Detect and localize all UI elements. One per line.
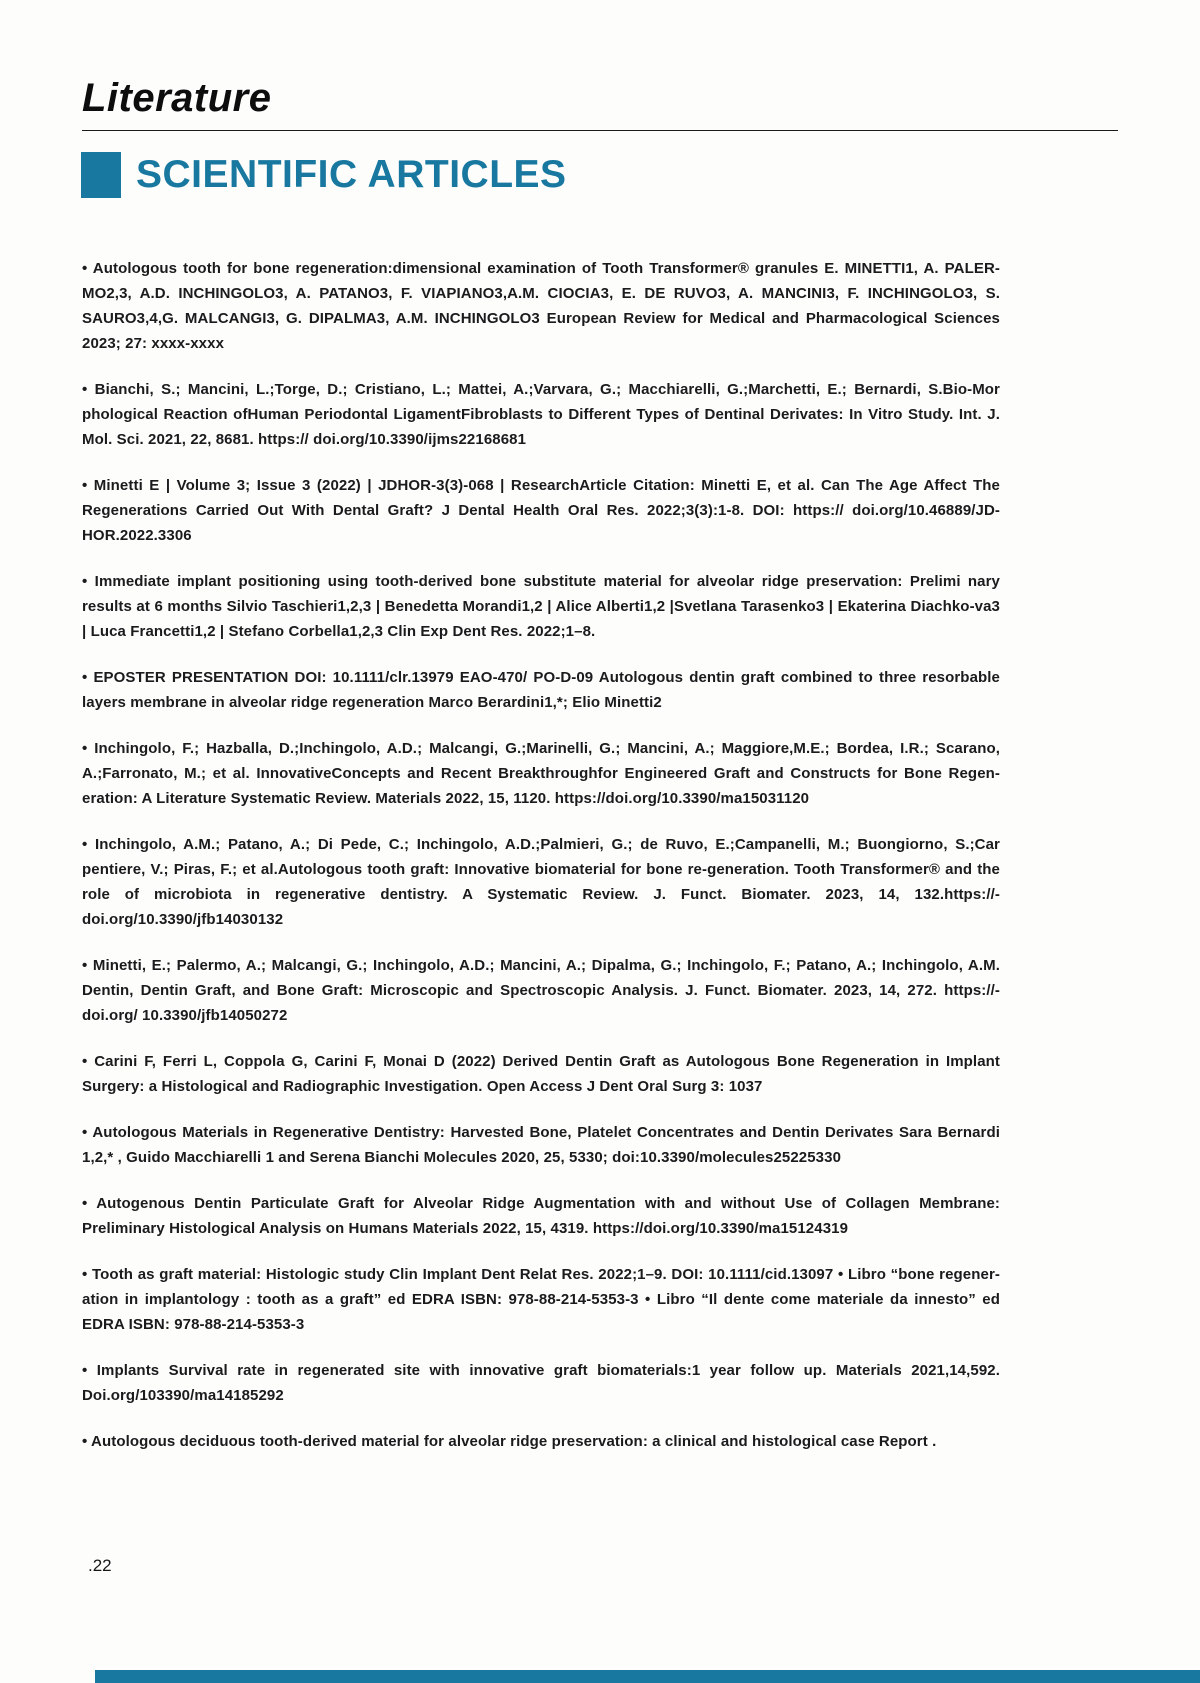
article-citation: • Inchingolo, F.; Hazballa, D.;Inchingolo, A.D.; Malcangi, G.;Marinelli, G.; Mancini, A.; Maggiore,M.E.; Bordea, I.R.; Scarano, A.;Farronato, M.; et al. InnovativeConcepts and Recent Breakthroughfor Engineered Graft and Constructs for Bone Regen-eration: A Literature Systematic Review. Materials 2022, 15, 1120. https://doi.org/10.3390/ma15031120 [82,740,1000,807]
article-citation: • Carini F, Ferri L, Coppola G, Carini F, Monai D (2022) Derived Dentin Graft as Autologous Bone Regeneration in Implant Surgery: a Histological and Radiographic Investigation. Open Access J Dent Oral Surg 3: 1037 [82,1053,1000,1095]
article-citation: • Bianchi, S.; Mancini, L.;Torge, D.; Cristiano, L.; Mattei, A.;Varvara, G.; Macchiarelli, G.;Marchetti, E.; Bernardi, S.Bio-Mor phological Reaction ofHuman Periodontal LigamentFibroblasts to Different Types of Dentinal Derivates: In Vitro Study. Int. J. Mol. Sci. 2021, 22, 8681. https:// doi.org/10.3390/ijms22168681 [82,381,1000,448]
bottom-accent-bar [95,1670,1200,1683]
article-citation: • Immediate implant positioning using tooth-derived bone substitute material for alveolar ridge preservation: Prelimi nary results at 6 months Silvio Taschieri1,2,3 | Benedetta Morandi1,2 | Alice Alberti1,2 |Svetlana Tarasenko3 | Ekaterina Diachko-va3 | Luca Francetti1,2 | Stefano Corbella1,2,3 Clin Exp Dent Res. 2022;1–8. [82,573,1000,640]
page-header [82,76,1118,131]
article-citation: • Minetti, E.; Palermo, A.; Malcangi, G.; Inchingolo, A.D.; Mancini, A.; Dipalma, G.; Inchingolo, F.; Patano, A.; Inchingolo, A.M. Dentin, Dentin Graft, and Bone Graft: Microscopic and Spectroscopic Analysis. J. Funct. Biomater. 2023, 14, 272. https://-doi.org/ 10.3390/jfb14050272 [82,957,1000,1024]
article-citation: • Tooth as graft material: Histologic study Clin Implant Dent Relat Res. 2022;1–9. DOI: 10.1111/cid.13097 • Libro “bone regener-ation in implantology : tooth as a graft” ed EDRA ISBN: 978-88-214-5353-3 • Libro “Il dente come materiale da innesto” ed EDRA ISBN: 978-88-214-5353-3 [82,1266,1000,1333]
page-number: .22 [88,1556,112,1575]
article-citation: • Autologous deciduous tooth-derived material for alveolar ridge preservation: a clinical and histological case Report . [82,1433,937,1450]
article-citation: • Autologous Materials in Regenerative Dentistry: Harvested Bone, Platelet Concentrates and Dentin Derivates Sara Bernardi 1,2,* , Guido Macchiarelli 1 and Serena Bianchi Molecules 2020, 25, 5330; doi:10.3390/molecules25225330 [82,1124,1000,1166]
section-header [81,152,567,198]
section-title: SCIENTIFIC ARTICLES [136,153,567,196]
article-citation: • EPOSTER PRESENTATION DOI: 10.1111/clr.13979 EAO-470/ PO-D-09 Autologous dentin graft combined to three resorbable layers membrane in alveolar ridge regeneration Marco Berardini1,*; Elio Minetti2 [82,669,1000,711]
article-citation: • Minetti E | Volume 3; Issue 3 (2022) | JDHOR-3(3)-068 | ResearchArticle Citation: Minetti E, et al. Can The Age Affect The Regenerations Carried Out With Dental Graft? J Dental Health Oral Res. 2022;3(3):1-8. DOI: https:// doi.org/10.46889/JD-HOR.2022.3306 [82,477,1000,544]
page-title: Literature [82,76,272,120]
article-citation: • Inchingolo, A.M.; Patano, A.; Di Pede, C.; Inchingolo, A.D.;Palmieri, G.; de Ruvo, E.;Campanelli, M.; Buongiorno, S.;Car pentiere, V.; Piras, F.; et al.Autologous tooth graft: Innovative biomaterial for bone re-generation. Tooth Transformer® and the role of microbiota in regenerative dentistry. A Systematic Review. J. Funct. Biomater. 2023, 14, 132.https://-doi.org/10.3390/jfb14030132 [82,836,1000,928]
title-divider [82,130,1118,131]
article-list [82,256,1000,1454]
article-citation: • Autologous tooth for bone regeneration:dimensional examination of Tooth Transformer® granules E. MINETTI1, A. PALER-MO2,3, A.D. INCHINGOLO3, A. PATANO3, F. VIAPIANO3,A.M. CIOCIA3, E. DE RUVO3, A. MANCINI3, F. INCHINGOLO3, S. SAURO3,4,G. MALCANGI3, G. DIPALMA3, A.M. INCHINGOLO3 European Review for Medical and Pharmacological Sciences 2023; 27: xxxx-xxxx [82,260,1000,352]
section-marker-square [81,152,121,198]
article-citation: • Autogenous Dentin Particulate Graft for Alveolar Ridge Augmentation with and without Use of Collagen Membrane: Preliminary Histological Analysis on Humans Materials 2022, 15, 4319. https://doi.org/10.3390/ma15124319 [82,1195,1000,1237]
article-citation: • Implants Survival rate in regenerated site with innovative graft biomaterials:1 year follow up. Materials 2021,14,592. Doi.org/103390/ma14185292 [82,1362,1000,1404]
